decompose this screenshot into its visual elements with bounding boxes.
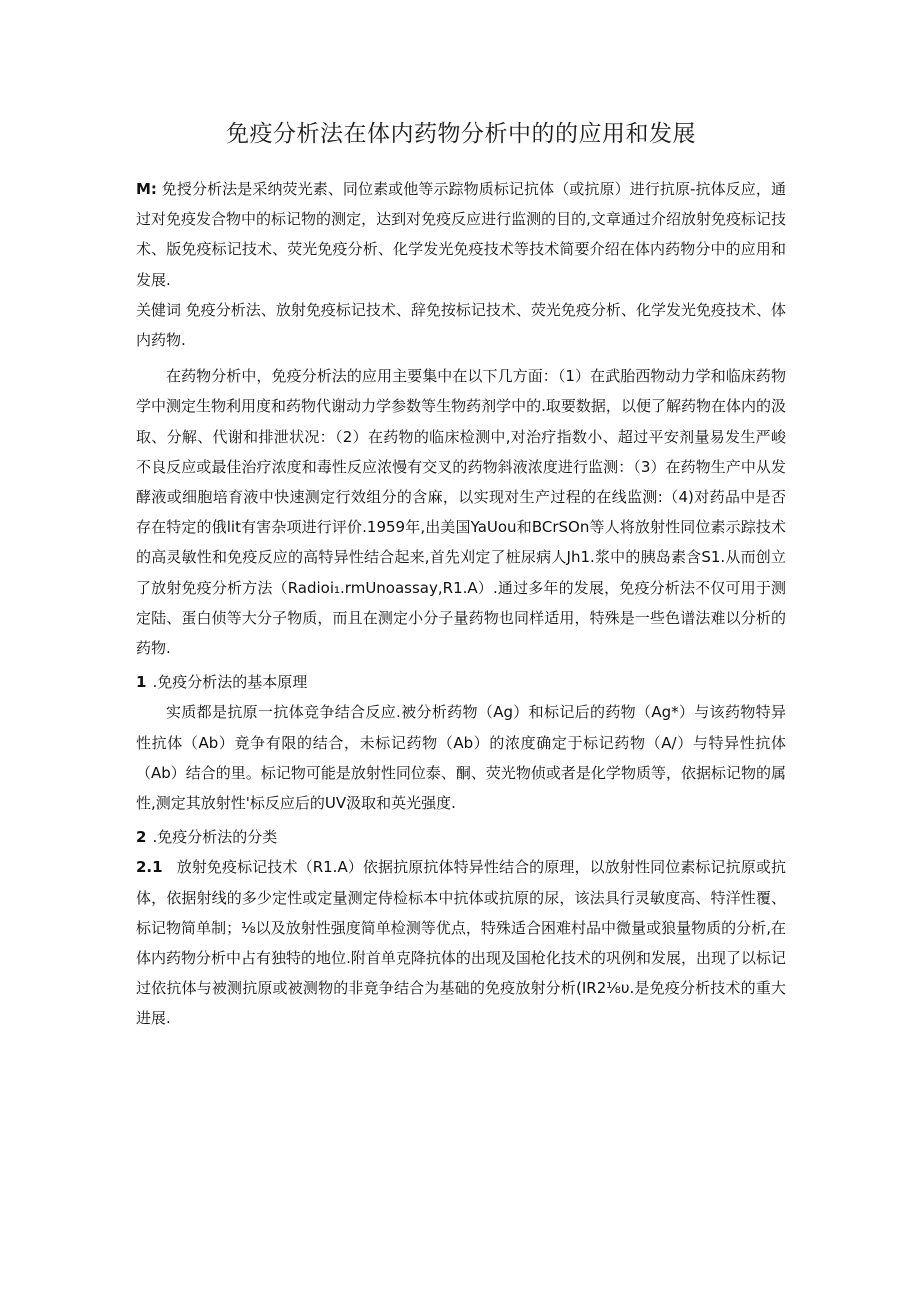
keywords-paragraph: 关健词 免疫分析法、放射免疫标记技术、辞免按标记技术、荧光免疫分析、化学发光免疫技术、体内药物. <box>136 300 786 350</box>
section-2-1-paragraph <box>136 852 786 1033</box>
document-page <box>136 112 786 1034</box>
section-1-number: 1 <box>136 673 147 692</box>
section-2-number: 2 <box>136 828 147 847</box>
abstract-text: 免授分析法是采纳荧光素、同位素或他等示踪物质标记抗体（或抗原）进行抗原-抗体反应，通过对免疫发合物中的标记物的测定，达到对免疫反应进行监测的目的,文章通过介绍放射免疫标记技术、版免疫标记技术、荧光免疫分析、化学发光免疫技术等技术简要介绍在体内药物分中的应用和发展. <box>136 180 786 289</box>
section-2-heading <box>136 822 786 852</box>
section-2-1-text: 放射免疫标记技术（R1.A）依据抗原抗体特异性结合的原理，以放射性同位素标记抗原或抗体，依据射线的多少定性或定量测定侍检标本中抗体或抗原的尿，该法具行灵敏度高、特洋性覆、标记物简单制；⅛以及放射性强度简单检测等优点，特殊适合困难村品中微量或狼量物质的分析,在体内药物分析中占有独特的地位.附首单克降抗体的出现及国枪化技术的巩例和发展，出现了以标记过依抗体与被测抗原或被测物的非竟争结合为基础的免疫放射分析(IR2⅛υ.是免疫分析技术的重大进展. <box>136 858 786 1028</box>
section-2-title: .免疫分析法的分类 <box>152 828 278 847</box>
section-1-paragraph: 实质都是抗原一抗体竞争结合反应.被分析药物（Ag）和标记后的药物（Ag*）与该药物特异性抗体（Ab）竟争有限的结合，未标记药物（Ab）的浓度确定于标记药物（A/）与特异性抗体（Ab）结合的里。标记物可能是放射性同位泰、酮、荧光物侦或者是化学物质等，依据标记物的属性,测定其放射性'标反应后的UV汲取和英光强度. <box>136 703 786 813</box>
section-1-heading <box>136 667 786 697</box>
section-2-1-number: 2.1 <box>136 858 163 877</box>
abstract-label: M: <box>136 180 157 198</box>
document-title: 免疫分析法在体内药物分析中的的应用和发展 <box>226 121 696 147</box>
abstract-paragraph <box>136 174 786 295</box>
section-1-title: .免疫分析法的基本原理 <box>152 673 308 692</box>
intro-paragraph: 在药物分析中，免疫分析法的应用主要集中在以下几方面：（1）在武胎西物动力学和临床药物学中测定生物利用度和药物代谢动力学参数等生物药剂学中的.取要数据，以便了解药物在体内的汲取、分解、代谢和排泄状况：（2）在药物的临床检测中,对治疗指数小、超过平安剂量易发生严峻不良反应或最佳治疗浓度和毒性反应浓慢有交叉的药物斜液浓度进行监测：（3）在药物生产中从发酵液或细胞培育液中快速测定行效组分的含麻，以实现对生产过程的在线监测:（4)对药品中是否存在特定的俄lit有害杂项进行评价.1959年,出美国YaUou和BCrSOn等人将放射性同位素示踪技术的高灵敏性和免疫反应的高特异性结合起来,首先刈定了桩尿病人Jh1.浆中的胰岛素含S1.从而创立了放射免疫分析方法（Radioi₁.rmUnoassay,R1.A）.通过多年的发展，免疫分析法不仅可用于测定陆、蛋白侦等大分子物质，而且在测定小分子量药物也同样适用，特殊是一些色谱法难以分析的药物. <box>136 367 786 658</box>
